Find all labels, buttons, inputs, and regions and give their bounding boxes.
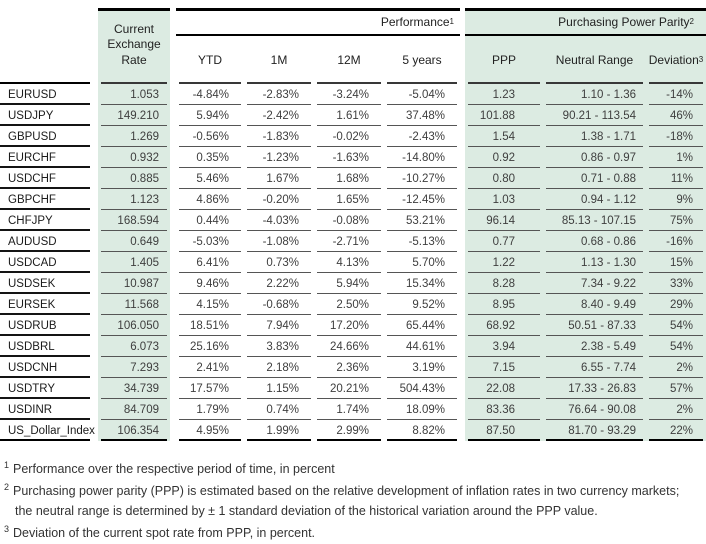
- cell-ppp: 0.92: [465, 147, 543, 168]
- cell-5-years: -5.04%: [384, 84, 460, 105]
- row-label: GBPUSD: [0, 126, 93, 147]
- cell-neutral-range: 81.70 - 93.29: [543, 420, 646, 441]
- cell-current-rate: 149.210: [98, 105, 170, 126]
- row-label: USDCNH: [0, 357, 93, 378]
- cell-5-years: -14.80%: [384, 147, 460, 168]
- cell-5-years: 15.34%: [384, 273, 460, 294]
- cell-neutral-range: 8.40 - 9.49: [543, 294, 646, 315]
- col-header-ppp: PPP: [465, 36, 543, 84]
- cell-ppp: 68.92: [465, 315, 543, 336]
- corner-cell: [0, 8, 93, 84]
- cell-deviation: -14%: [646, 84, 706, 105]
- cell-ppp: 83.36: [465, 399, 543, 420]
- cell-12m: -2.71%: [314, 231, 384, 252]
- cell-ppp: 8.28: [465, 273, 543, 294]
- cell-ppp: 96.14: [465, 210, 543, 231]
- row-label: USDRUB: [0, 315, 93, 336]
- cell-1m: 0.74%: [244, 399, 314, 420]
- cell-5-years: 37.48%: [384, 105, 460, 126]
- cell-12m: 24.66%: [314, 336, 384, 357]
- cell-12m: -1.63%: [314, 147, 384, 168]
- row-label: USDCAD: [0, 252, 93, 273]
- cell-5-years: -2.43%: [384, 126, 460, 147]
- cell-deviation: 54%: [646, 315, 706, 336]
- cell-5-years: 44.61%: [384, 336, 460, 357]
- cell-deviation: 11%: [646, 168, 706, 189]
- cell-1m: -1.23%: [244, 147, 314, 168]
- cell-current-rate: 7.293: [98, 357, 170, 378]
- cell-deviation: 9%: [646, 189, 706, 210]
- cell-12m: -3.24%: [314, 84, 384, 105]
- cell-ppp: 7.15: [465, 357, 543, 378]
- cell-deviation: -16%: [646, 231, 706, 252]
- row-label: GBPCHF: [0, 189, 93, 210]
- cell-deviation: -18%: [646, 126, 706, 147]
- cell-1m: -2.42%: [244, 105, 314, 126]
- cell-ytd: 2.41%: [176, 357, 244, 378]
- cell-neutral-range: 1.13 - 1.30: [543, 252, 646, 273]
- cell-neutral-range: 90.21 - 113.54: [543, 105, 646, 126]
- cell-deviation: 57%: [646, 378, 706, 399]
- footnote-text: Deviation of the current spot rate from PPP, in percent.: [13, 526, 316, 541]
- cell-ytd: 4.95%: [176, 420, 244, 441]
- cell-12m: 20.21%: [314, 378, 384, 399]
- cell-current-rate: 1.405: [98, 252, 170, 273]
- cell-1m: -0.68%: [244, 294, 314, 315]
- cell-5-years: 3.19%: [384, 357, 460, 378]
- footnote-text: Purchasing power parity (PPP) is estimated based on the relative development of inflation rates in two currency markets;: [13, 484, 680, 499]
- row-label: USDSEK: [0, 273, 93, 294]
- cell-current-rate: 11.568: [98, 294, 170, 315]
- row-label: EURCHF: [0, 147, 93, 168]
- cell-ytd: 4.86%: [176, 189, 244, 210]
- group-header-performance-label: Performance: [380, 15, 450, 29]
- footnote-text: Performance over the respective period of time, in percent: [13, 462, 335, 476]
- cell-5-years: -10.27%: [384, 168, 460, 189]
- fx-table: [0, 8, 706, 441]
- cell-ytd: 6.41%: [176, 252, 244, 273]
- cell-12m: -0.02%: [314, 126, 384, 147]
- cell-neutral-range: 2.38 - 5.49: [543, 336, 646, 357]
- cell-ytd: 5.46%: [176, 168, 244, 189]
- cell-1m: 0.73%: [244, 252, 314, 273]
- cell-current-rate: 106.354: [98, 420, 170, 441]
- cell-ppp: 8.95: [465, 294, 543, 315]
- cell-1m: -1.08%: [244, 231, 314, 252]
- cell-deviation: 22%: [646, 420, 706, 441]
- cell-5-years: 65.44%: [384, 315, 460, 336]
- cell-current-rate: 10.987: [98, 273, 170, 294]
- cell-ytd: 17.57%: [176, 378, 244, 399]
- cell-1m: 2.18%: [244, 357, 314, 378]
- cell-ppp: 1.22: [465, 252, 543, 273]
- footnote-2: [4, 482, 706, 521]
- cell-neutral-range: 17.33 - 26.83: [543, 378, 646, 399]
- cell-12m: 5.94%: [314, 273, 384, 294]
- cell-ytd: 0.35%: [176, 147, 244, 168]
- cell-neutral-range: 0.86 - 0.97: [543, 147, 646, 168]
- cell-neutral-range: 1.38 - 1.71: [543, 126, 646, 147]
- row-label: USDTRY: [0, 378, 93, 399]
- cell-1m: 1.15%: [244, 378, 314, 399]
- cell-ytd: -4.84%: [176, 84, 244, 105]
- cell-ppp: 1.23: [465, 84, 543, 105]
- footnotes: [0, 460, 706, 544]
- cell-1m: -1.83%: [244, 126, 314, 147]
- row-label: USDBRL: [0, 336, 93, 357]
- cell-5-years: 18.09%: [384, 399, 460, 420]
- cell-ytd: 25.16%: [176, 336, 244, 357]
- col-header-5-years: 5 years: [384, 36, 460, 84]
- row-label: EURSEK: [0, 294, 93, 315]
- cell-ytd: 4.15%: [176, 294, 244, 315]
- cell-1m: -0.20%: [244, 189, 314, 210]
- cell-12m: 2.99%: [314, 420, 384, 441]
- cell-5-years: 53.21%: [384, 210, 460, 231]
- cell-current-rate: 0.932: [98, 147, 170, 168]
- cell-5-years: -12.45%: [384, 189, 460, 210]
- cell-current-rate: 1.269: [98, 126, 170, 147]
- row-label: USDCHF: [0, 168, 93, 189]
- footnote-1: [4, 460, 706, 479]
- cell-12m: -0.08%: [314, 210, 384, 231]
- group-header-ppp-label: Purchasing Power Parity: [558, 15, 690, 29]
- cell-neutral-range: 76.64 - 90.08: [543, 399, 646, 420]
- cell-neutral-range: 50.51 - 87.33: [543, 315, 646, 336]
- cell-neutral-range: 0.68 - 0.86: [543, 231, 646, 252]
- col-header-current-exchange-rate: Current Exchange Rate: [98, 8, 170, 84]
- col-header-ytd: YTD: [176, 36, 244, 84]
- col-header-neutral-range: Neutral Range: [543, 36, 646, 84]
- cell-12m: 1.65%: [314, 189, 384, 210]
- row-label: AUDUSD: [0, 231, 93, 252]
- col-header-deviation: Deviation 3: [646, 36, 706, 84]
- cell-current-rate: 168.594: [98, 210, 170, 231]
- cell-deviation: 75%: [646, 210, 706, 231]
- cell-ppp: 1.03: [465, 189, 543, 210]
- cell-ppp: 1.54: [465, 126, 543, 147]
- footnote-text: the neutral range is determined by ± 1 standard deviation of the historical variation around the PPP value.: [15, 503, 598, 518]
- cell-current-rate: 84.709: [98, 399, 170, 420]
- cell-ytd: 18.51%: [176, 315, 244, 336]
- cell-1m: 3.83%: [244, 336, 314, 357]
- cell-neutral-range: 85.13 - 107.15: [543, 210, 646, 231]
- cell-neutral-range: 1.10 - 1.36: [543, 84, 646, 105]
- cell-12m: 1.68%: [314, 168, 384, 189]
- cell-ppp: 22.08: [465, 378, 543, 399]
- cell-1m: -2.83%: [244, 84, 314, 105]
- cell-current-rate: 0.649: [98, 231, 170, 252]
- footnote-marker: 2: [4, 482, 10, 493]
- cell-ppp: 0.80: [465, 168, 543, 189]
- cell-current-rate: 1.053: [98, 84, 170, 105]
- cell-deviation: 33%: [646, 273, 706, 294]
- cell-current-rate: 106.050: [98, 315, 170, 336]
- cell-deviation: 2%: [646, 399, 706, 420]
- cell-5-years: -5.13%: [384, 231, 460, 252]
- row-label: USDJPY: [0, 105, 93, 126]
- cell-neutral-range: 0.71 - 0.88: [543, 168, 646, 189]
- footnote-3: [4, 524, 706, 543]
- row-label: US_Dollar_Index: [0, 420, 93, 441]
- cell-1m: 1.99%: [244, 420, 314, 441]
- cell-current-rate: 1.123: [98, 189, 170, 210]
- cell-ppp: 0.77: [465, 231, 543, 252]
- cell-12m: 1.61%: [314, 105, 384, 126]
- cell-deviation: 54%: [646, 336, 706, 357]
- cell-12m: 2.36%: [314, 357, 384, 378]
- cell-deviation: 1%: [646, 147, 706, 168]
- cell-5-years: 504.43%: [384, 378, 460, 399]
- fx-grid: [0, 8, 706, 441]
- cell-12m: 1.74%: [314, 399, 384, 420]
- cell-1m: 2.22%: [244, 273, 314, 294]
- cell-ytd: 9.46%: [176, 273, 244, 294]
- cell-deviation: 46%: [646, 105, 706, 126]
- col-header-12m: 12M: [314, 36, 384, 84]
- cell-5-years: 5.70%: [384, 252, 460, 273]
- cell-deviation: 15%: [646, 252, 706, 273]
- cell-12m: 4.13%: [314, 252, 384, 273]
- cell-ytd: 5.94%: [176, 105, 244, 126]
- cell-ytd: 1.79%: [176, 399, 244, 420]
- cell-current-rate: 6.073: [98, 336, 170, 357]
- cell-12m: 2.50%: [314, 294, 384, 315]
- row-label: EURUSD: [0, 84, 93, 105]
- group-header-performance: Performance 1: [176, 8, 460, 36]
- cell-neutral-range: 0.94 - 1.12: [543, 189, 646, 210]
- group-header-purchasing-power-parity: Purchasing Power Parity 2: [465, 8, 706, 36]
- cell-neutral-range: 7.34 - 9.22: [543, 273, 646, 294]
- cell-ytd: -0.56%: [176, 126, 244, 147]
- cell-ppp: 87.50: [465, 420, 543, 441]
- cell-1m: -4.03%: [244, 210, 314, 231]
- footnote-marker: 1: [4, 459, 10, 470]
- row-label: USDINR: [0, 399, 93, 420]
- col-header-1m: 1M: [244, 36, 314, 84]
- cell-ppp: 101.88: [465, 105, 543, 126]
- footnote-marker: 3: [4, 523, 10, 534]
- col-header-deviation-label: Deviation: [648, 53, 699, 67]
- cell-current-rate: 34.739: [98, 378, 170, 399]
- cell-12m: 17.20%: [314, 315, 384, 336]
- cell-ytd: -5.03%: [176, 231, 244, 252]
- cell-deviation: 2%: [646, 357, 706, 378]
- cell-current-rate: 0.885: [98, 168, 170, 189]
- cell-ppp: 3.94: [465, 336, 543, 357]
- cell-1m: 7.94%: [244, 315, 314, 336]
- cell-ytd: 0.44%: [176, 210, 244, 231]
- cell-5-years: 9.52%: [384, 294, 460, 315]
- row-label: CHFJPY: [0, 210, 93, 231]
- cell-1m: 1.67%: [244, 168, 314, 189]
- cell-neutral-range: 6.55 - 7.74: [543, 357, 646, 378]
- cell-deviation: 29%: [646, 294, 706, 315]
- cell-5-years: 8.82%: [384, 420, 460, 441]
